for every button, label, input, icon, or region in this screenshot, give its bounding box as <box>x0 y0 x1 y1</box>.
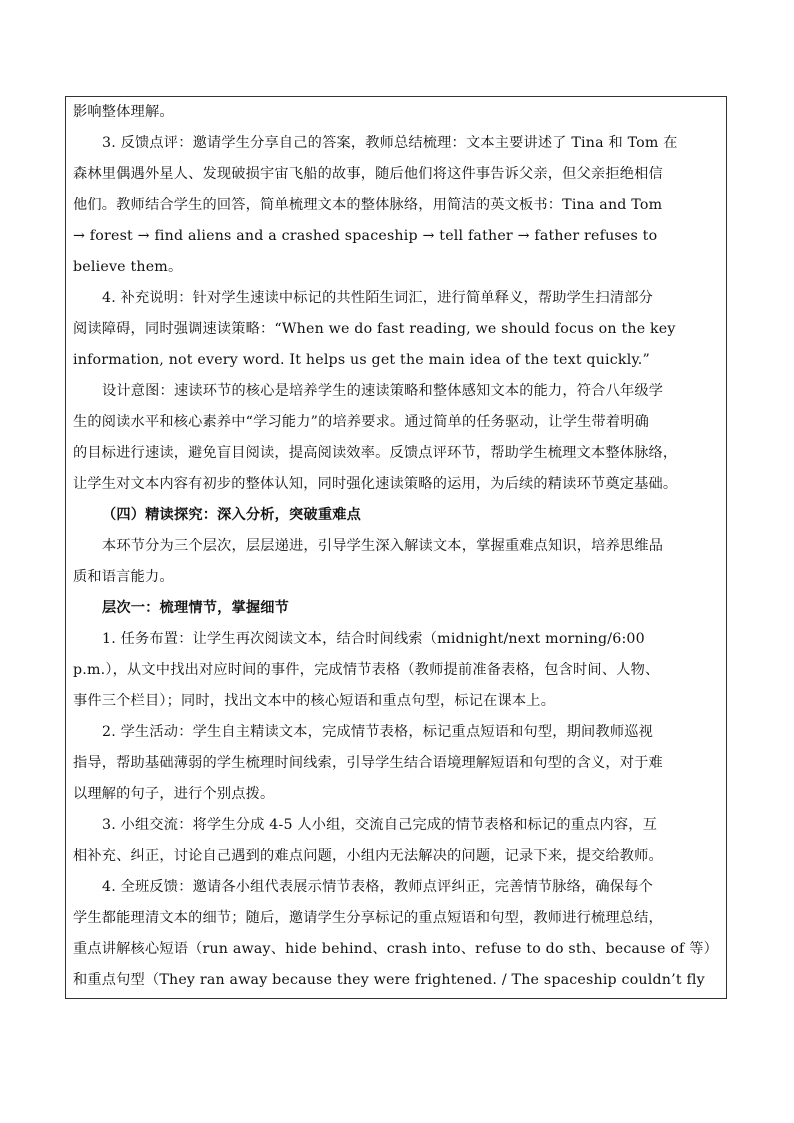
paragraph-line: 相补充、纠正，讨论自己遇到的难点问题，小组内无法解决的问题，记录下来，提交给教师。 <box>73 848 663 864</box>
paragraph-line: 4. 补充说明：针对学生速读中标记的共性陌生词汇，进行简单释义，帮助学生扫清部分 <box>102 290 653 306</box>
paragraph-line: 让学生对文本内容有初步的整体认知，同时强化速读策略的运用，为后续的精读环节奠定基础。 <box>73 476 678 492</box>
paragraph-line: 本环节分为三个层次，层层递进，引导学生深入解读文本，掌握重难点知识，培养思维品 <box>102 538 664 554</box>
paragraph-line: 他们。教师结合学生的回答，简单梳理文本的整体脉络，用简洁的英文板书：Tina and Tom <box>73 197 663 213</box>
section-heading: （四）精读探究：深入分析，突破重难点 <box>102 507 361 523</box>
paragraph-line: 事件三个栏目）；同时，找出文本中的核心短语和重点句型，标记在课本上。 <box>73 693 556 709</box>
paragraph-line: 4. 全班反馈：邀请各小组代表展示情节表格，教师点评纠正，完善情节脉络，确保每个 <box>102 879 653 895</box>
paragraph-line: 设计意图：速读环节的核心是培养学生的速读策略和整体感知文本的能力，符合八年级学 <box>102 383 664 399</box>
paragraph-line: 生的阅读水平和核心素养中“学习能力”的培养要求。通过简单的任务驱动，让学生带着明确 <box>73 414 650 430</box>
paragraph-line: believe them。 <box>73 259 183 275</box>
paragraph-line: → forest → find aliens and a crashed spaceship → tell father → father refuses to <box>73 228 658 244</box>
paragraph-line: 以理解的句子，进行个别点拨。 <box>73 786 275 802</box>
paragraph-line: 指导，帮助基础薄弱的学生梳理时间线索，引导学生结合语境理解短语和句型的含义，对于难 <box>73 755 663 771</box>
paragraph-line: 和重点句型（They ran away because they were frightened. / The spaceship couldn’t fly <box>73 972 705 988</box>
paragraph-line: 学生都能理清文本的细节；随后，邀请学生分享标记的重点短语和句型，教师进行梳理总结， <box>73 910 663 926</box>
section-heading: 层次一：梳理情节，掌握细节 <box>102 600 290 616</box>
document-table-cell <box>65 96 727 999</box>
paragraph-line: 3. 小组交流：将学生分成 4-5 人小组，交流自己完成的情节表格和标记的重点内容，互 <box>102 817 658 833</box>
paragraph-line: 森林里偶遇外星人、发现破损宇宙飞船的故事，随后他们将这件事告诉父亲，但父亲拒绝相信 <box>73 166 663 182</box>
paragraph-line: 重点讲解核心短语（run away、hide behind、crash into、refuse to do sth、because of 等） <box>73 941 718 957</box>
paragraph-line: 阅读障碍，同时强调速读策略：“When we do fast reading, we should focus on the key <box>73 321 676 337</box>
paragraph-line: 3. 反馈点评：邀请学生分享自己的答案，教师总结梳理：文本主要讲述了 Tina 和 Tom 在 <box>102 135 678 151</box>
paragraph-line: p.m.），从文中找出对应时间的事件，完成情节表格（教师提前准备表格，包含时间、人物、 <box>73 662 660 678</box>
paragraph-line: information, not every word. It helps us get the main idea of the text quickly.” <box>73 352 650 368</box>
paragraph-line: 的目标进行速读，避免盲目阅读，提高阅读效率。反馈点评环节，帮助学生梳理文本整体脉络， <box>73 445 678 461</box>
paragraph-line: 质和语言能力。 <box>73 569 174 585</box>
paragraph-line: 影响整体理解。 <box>73 104 174 120</box>
paragraph-line: 1. 任务布置：让学生再次阅读文本，结合时间线索（midnight/next morning/6:00 <box>102 631 645 647</box>
paragraph-line: 2. 学生活动：学生自主精读文本，完成情节表格，标记重点短语和句型，期间教师巡视 <box>102 724 653 740</box>
